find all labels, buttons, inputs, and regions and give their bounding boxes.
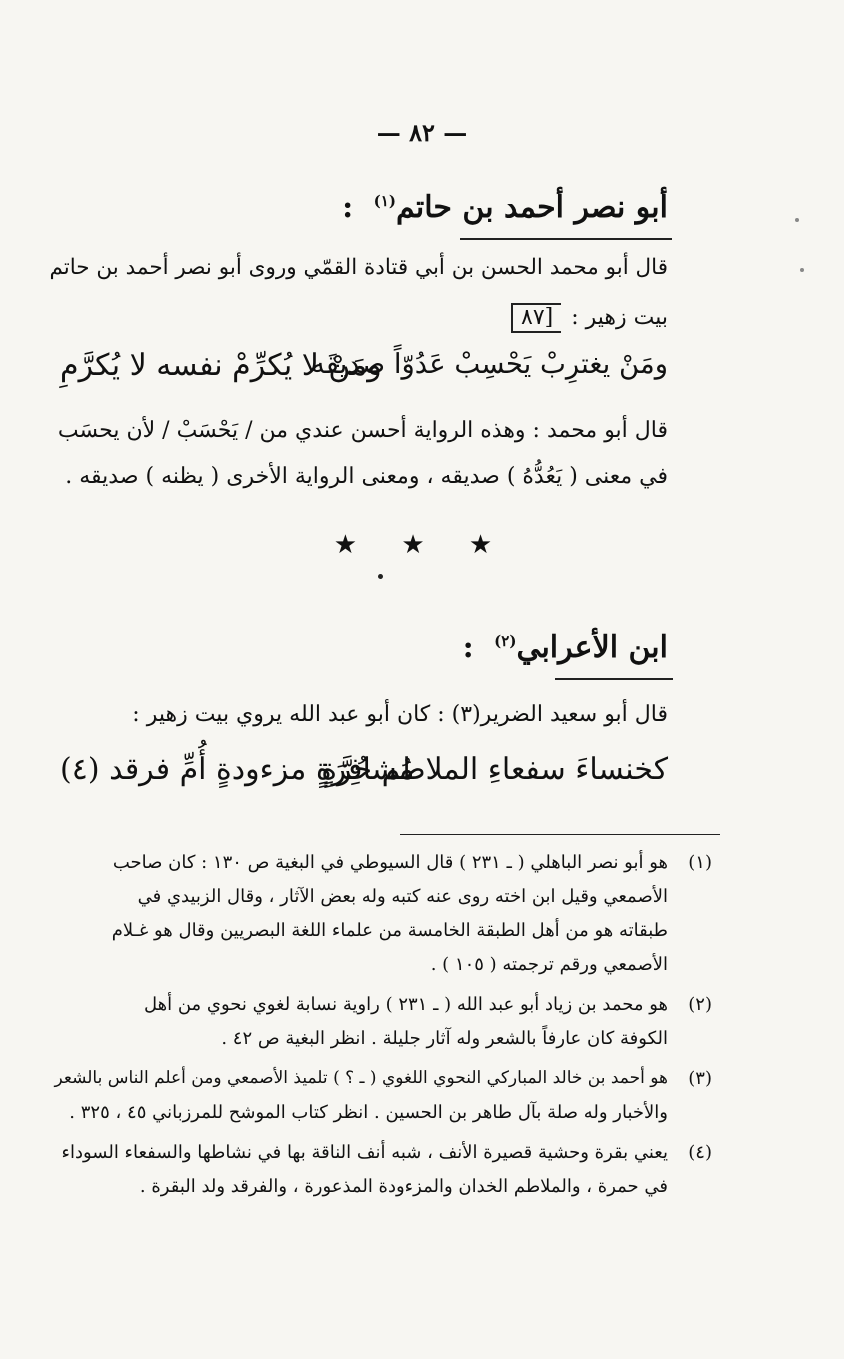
heading-text: أبو نصر أحمد بن حاتم	[395, 190, 668, 225]
footnote-number: (١)	[688, 852, 712, 873]
footnote-line: في حمرة ، والملاطم الخدان والمزءودة المذعورة ، والفرقد ولد البقرة .	[139, 1176, 668, 1197]
footnote-line: الأصمعي وقيل ابن اخته روى عنه كتبه وله بعض الآثار ، وقال الزبيدي في	[137, 886, 668, 907]
paragraph-line: قال أبو محمد : وهذه الرواية أحسن عندي من / يَحْسَبْ / لأن يحسَب	[57, 418, 668, 443]
margin-mark	[795, 218, 799, 222]
footnote-line: الأصمعي ورقم ترجمته ( ١٠٥ ) .	[430, 954, 668, 975]
paragraph-line: قال أبو سعيد الضرير(٣) : كان أبو عبد الله يروي بيت زهير :	[132, 702, 668, 727]
verse-hemistich-left: مُشافِرَةٍ مزءودةٍ أُمِّ فرقد (٤)	[60, 752, 415, 787]
footnote-line: الكوفة كان عارفاً بالشعر وله آثار جليلة . انظر البغية ص ٤٢ .	[221, 1028, 668, 1049]
heading-underline	[460, 238, 672, 240]
heading-colon: :	[462, 630, 474, 665]
footnote-line: طبقاته هو من أهل الطبقة الخامسة من علماء اللغة البصريين وقال هو غـلام	[111, 920, 668, 941]
footnote-line: والأخبار وله صلة بآل طاهر بن الحسين . انظر كتاب الموشح للمرزباني ٤٥ ، ٣٢٥ .	[69, 1102, 668, 1123]
margin-mark	[800, 268, 804, 272]
page-reference-box: [٨٧	[511, 303, 561, 333]
section-heading	[463, 630, 668, 665]
heading-colon: :	[342, 190, 354, 225]
page-number: — ٨٢ —	[376, 118, 468, 147]
paragraph-line	[511, 303, 668, 333]
verse-hemistich-right: كخنساءَ سفعاءِ الملاطم حُرَّةٍ	[321, 752, 668, 787]
heading-text: ابن الأعرابي	[516, 630, 668, 665]
paragraph-text: بيت زهير :	[571, 305, 668, 330]
paragraph-line: قال أبو محمد الحسن بن أبي قتادة القمّي وروى أبو نصر أحمد بن حاتم	[49, 255, 668, 280]
verse-hemistich-right: ومَنْ يغترِبْ يَحْسِبْ عَدُوّاً صديقَه	[311, 348, 668, 380]
verse-hemistich-left: ومَنْ لا يُكرِّمْ نفسه لا يُكرَّمِ	[60, 348, 382, 383]
separator-dot	[378, 574, 383, 579]
footnote-number: (٤)	[688, 1142, 712, 1163]
footnote-line: يعني بقرة وحشية قصيرة الأنف ، شبه أنف الناقة بها في نشاطها والسفعاء السوداء	[61, 1142, 668, 1163]
paragraph-line: في معنى ( يَعُدُّهُ ) صديقه ، ومعنى الرواية الأخرى ( يظنه ) صديقه .	[65, 464, 668, 489]
footnote-ref: (١)	[373, 192, 396, 210]
footnote-number: (٣)	[688, 1068, 712, 1089]
footnote-line: هو محمد بن زياد أبو عبد الله ( ـ ٢٣١ ) راوية نسابة لغوي نحوي من أهل	[143, 994, 668, 1015]
footnote-number: (٢)	[688, 994, 712, 1015]
page-reference: ٨٧	[521, 305, 545, 330]
footnote-separator	[400, 834, 720, 835]
section-heading	[342, 190, 668, 225]
footnote-ref: (٢)	[494, 632, 517, 650]
footnote-line: هو أحمد بن خالد المباركي النحوي اللغوي ( ـ ؟ ) تلميذ الأصمعي ومن أعلم الناس بالشعر	[54, 1068, 668, 1088]
heading-underline	[555, 678, 673, 680]
section-separator: ★ ★ ★	[333, 530, 511, 560]
footnote-line: هو أبو نصر الباهلي ( ـ ٢٣١ ) قال السيوطي في البغية ص ١٣٠ : كان صاحب	[112, 852, 668, 873]
